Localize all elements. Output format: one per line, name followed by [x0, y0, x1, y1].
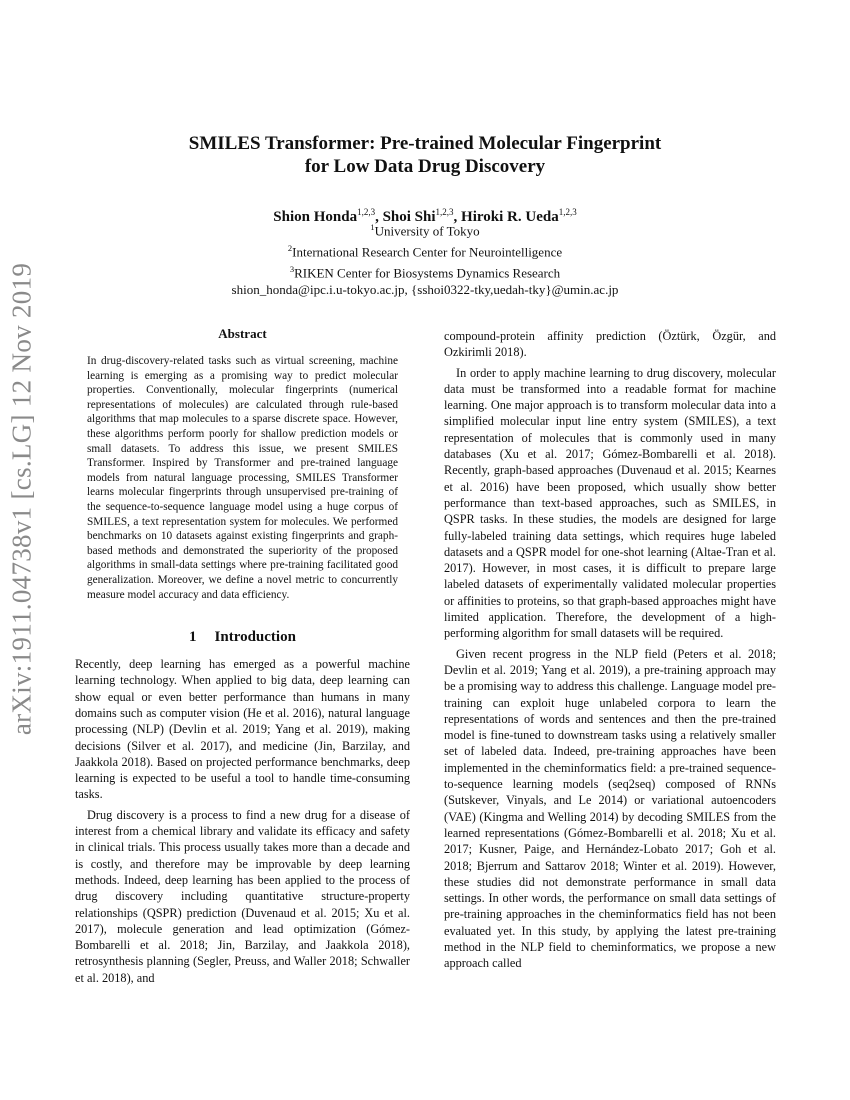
author-name: Shion Honda	[273, 209, 358, 225]
author-affiliation-marker: 1,2,3	[558, 207, 577, 217]
author-affiliation-marker: 1,2,3	[435, 207, 454, 217]
affiliation-line	[75, 219, 775, 240]
author-name: Shoi Shi	[382, 209, 436, 225]
affiliation-line	[75, 261, 775, 282]
author-separator: ,	[453, 209, 462, 225]
left-column	[75, 326, 410, 990]
author-name: Hiroki R. Ueda	[461, 209, 559, 225]
author-separator: ,	[375, 209, 383, 225]
affiliation-line	[75, 240, 775, 261]
abstract-section	[75, 326, 410, 602]
affiliation-text: International Research Center for Neurointelligence	[292, 244, 563, 260]
abstract-text: In drug-discovery-related tasks such as virtual screening, machine learning is emerging as a promising way to predict molecular properties. Conventionally, molecular fingerprints (numerical representations of molecules) are calculated through rule-based algorithms that map molecules to a sparse discrete space. However, these algorithms perform poorly for shallow prediction models or small datasets. To address this issue, we present SMILES Transformer. Inspired by Transformer and pre-trained language models from natural language processing, SMILES Transformer learns molecular fingerprints through unsupervised pre-training of the sequence-to-sequence language model using a huge corpus of SMILES, a text representation system for molecules. We performed benchmarks on 10 datasets against existing fingerprints and graph-based methods and demonstrated the superiority of the proposed algorithms in small-data settings where pre-training facilitated good generalization. Moreover, we define a novel metric to concurrently measure model accuracy and data efficiency.	[87, 355, 398, 601]
arxiv-identifier-text: arXiv:1911.04738v1 [cs.LG] 12 Nov 2019	[6, 262, 37, 736]
body-paragraph: compound-protein affinity prediction (Öztürk, Özgür, and Ozkirimli 2018).	[444, 329, 776, 360]
paper-title-line: for Low Data Drug Discovery	[304, 156, 546, 177]
affiliation-marker: 3	[289, 263, 295, 274]
affiliation-text: RIKEN Center for Biosystems Dynamics Research	[294, 264, 561, 280]
abstract-heading: Abstract	[218, 326, 267, 341]
body-paragraph: In order to apply machine learning to drug discovery, molecular data must be transformed into a readable format for machine learning. One major approach is to transform molecular data into a simplified molecular input line entry system (SMILES), a text representation of molecules that is commonly used in many databases (Xu et al. 2017; Gómez-Bombarelli et al. 2018). Recently, graph-based approaches (Duvenaud et al. 2015; Kearnes et al. 2016) have been proposed, which usually show better performance than text-based approaches, such as SMILES, in QSPR tasks. In these studies, the models are designed for large fully-labeled training data settings, which requires huge labeled datasets and a QSPR model for one-shot learning (Altae-Tran et al. 2017). However, in most cases, it is difficult to prepare large labeled datasets of experimentally validated molecular properties or affinities to proteins, so that graph-based approaches might have limited application. Therefore, the development of a high-performing algorithm for small datasets will be required.	[444, 365, 776, 641]
author-affiliation-marker: 1,2,3	[357, 207, 376, 217]
paper-title-line: SMILES Transformer: Pre-trained Molecular Fingerprint	[188, 133, 662, 154]
arxiv-identifier	[2, 262, 42, 736]
section-number: 1	[189, 629, 197, 646]
affiliation-block	[75, 219, 775, 299]
section-heading-introduction	[75, 628, 410, 646]
affiliation-marker: 2	[287, 242, 293, 253]
affiliation-text: University of Tokyo	[374, 223, 480, 239]
body-paragraph: Recently, deep learning has emerged as a powerful machine learning technology. When applied to big data, deep learning can show equal or even better performance than humans in many domains such as computer vision (He et al. 2016), natural language processing (NLP) (Devlin et al. 2019; Yang et al. 2019), making decisions (Silver et al. 2017), and medicine (Jin, Barzilay, and Jaakkola 2018). Based on projected performance benchmarks, deep learning is expected to be useful a tool to handle time-consuming tasks.	[75, 657, 410, 802]
body-paragraph: Given recent progress in the NLP field (Peters et al. 2018; Devlin et al. 2019; Yang et al. 2019), a pre-training approach may be a promising way to address this challenge. Language model pre-training can exploit huge unlabeled corpora to learn the representations of words and sentences and then the pre-trained model is fine-tuned to downstream tasks using a relatively smaller set of labeled data. Indeed, pre-training approaches have been implemented in the cheminformatics field: a pre-trained sequence-to-sequence learning models (seq2seq) composed of RNNs (Sutskever, Vinyals, and Le 2014) or variational autoencoders (VAE) (Kingma and Welling 2014) by decoding SMILES from the learned representations (Gómez-Bombarelli et al. 2018; Xu et al. 2017; Kusner, Paige, and Hernández-Lobato 2017; Goh et al. 2018; Bjerrum and Sattarov 2018; Winter et al. 2019). However, these studies did not demonstrate performance in small data settings. In other words, the performance on small data settings of pre-training approaches in the cheminformatics field has not been evaluated yet. In this study, by applying the latest pre-training method in the NLP field to cheminformatics, we propose a new approach called	[444, 646, 776, 971]
right-column	[444, 328, 776, 976]
author-emails: shion_honda@ipc.i.u-tokyo.ac.jp, {sshoi0322-tky,uedah-tky}@umin.ac.jp	[231, 282, 619, 298]
section-title: Introduction	[214, 629, 296, 646]
paper-title	[75, 132, 775, 178]
body-paragraph: Drug discovery is a process to find a new drug for a disease of interest from a chemical library and validate its efficacy and safety in clinical trials. This process usually takes more than a decade and is costly, and therefore may be improvable by deep learning methods. Indeed, deep learning has been applied to the process of drug discovery including quantitative structure-property relationships (QSPR) prediction (Duvenaud et al. 2015; Xu et al. 2017), molecule generation and lead optimization (Gómez-Bombarelli et al. 2018; Jin, Barzilay, and Jaakkola 2018), retrosynthesis planning (Segler, Preuss, and Waller 2018; Schwaller et al. 2018), and	[75, 807, 410, 985]
affiliation-marker: 1	[370, 222, 375, 232]
